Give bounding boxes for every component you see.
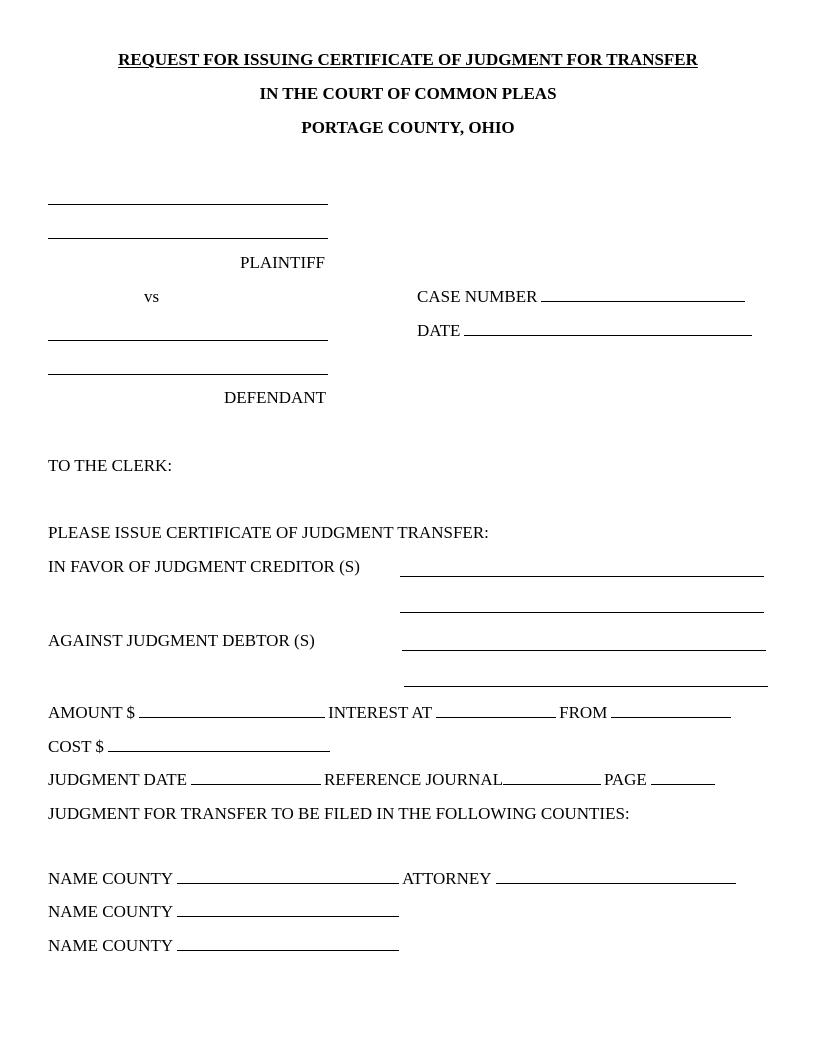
county-row-3 [48,936,402,956]
date-label: DATE [417,321,461,340]
against-label: AGAINST JUDGMENT DEBTOR (S) [48,631,315,650]
defendant-line-2[interactable] [48,374,328,375]
judgment-date-row [48,770,718,790]
cost-row [48,737,333,757]
to-clerk-text: TO THE CLERK: [48,456,173,475]
county-field-2[interactable] [177,902,399,917]
judgment-date-label: JUDGMENT DATE [48,770,187,789]
form-title: REQUEST FOR ISSUING CERTIFICATE OF JUDGMENT FOR TRANSFER [118,50,698,69]
case-number-field[interactable] [541,287,745,302]
county-row-1 [48,869,739,889]
cost-label: COST $ [48,737,104,756]
name-county-label: NAME COUNTY [48,902,174,921]
creditor-line-1[interactable] [400,576,764,577]
name-county-label: NAME COUNTY [48,936,174,955]
from-label: FROM [559,703,608,722]
debtor-line-2[interactable] [404,686,768,687]
from-field[interactable] [611,703,731,718]
county-row-2 [48,902,402,922]
county-field-3[interactable] [177,936,399,951]
judgment-date-field[interactable] [191,770,321,785]
attorney-field[interactable] [496,869,736,884]
creditor-line-2[interactable] [400,612,764,613]
case-number-row [417,287,748,307]
interest-label: INTEREST AT [328,703,433,722]
amount-field[interactable] [139,703,325,718]
please-issue-text: PLEASE ISSUE CERTIFICATE OF JUDGMENT TRANSFER: [48,523,489,542]
amount-label: AMOUNT $ [48,703,136,722]
vs-label: vs [144,287,160,306]
defendant-label: DEFENDANT [224,388,326,407]
court-name: IN THE COURT OF COMMON PLEAS [259,84,557,103]
in-favor-label: IN FAVOR OF JUDGMENT CREDITOR (S) [48,557,360,576]
debtor-line-1[interactable] [402,650,766,651]
page-field[interactable] [651,770,715,785]
date-field[interactable] [464,321,752,336]
case-number-label: CASE NUMBER [417,287,538,306]
plaintiff-line-2[interactable] [48,238,328,239]
amount-row [48,703,734,723]
county-name: PORTAGE COUNTY, OHIO [301,118,515,137]
date-row [417,321,755,341]
county-field-1[interactable] [177,869,399,884]
defendant-line-1[interactable] [48,340,328,341]
attorney-label: ATTORNEY [402,869,492,888]
reference-journal-field[interactable] [503,770,601,785]
cost-field[interactable] [108,737,330,752]
reference-journal-label: REFERENCE JOURNAL [324,770,503,789]
plaintiff-label: PLAINTIFF [240,253,326,272]
page-label: PAGE [603,770,647,789]
interest-field[interactable] [436,703,556,718]
plaintiff-line-1[interactable] [48,204,328,205]
name-county-label: NAME COUNTY [48,869,174,888]
counties-intro: JUDGMENT FOR TRANSFER TO BE FILED IN THE FOLLOWING COUNTIES: [48,804,630,823]
